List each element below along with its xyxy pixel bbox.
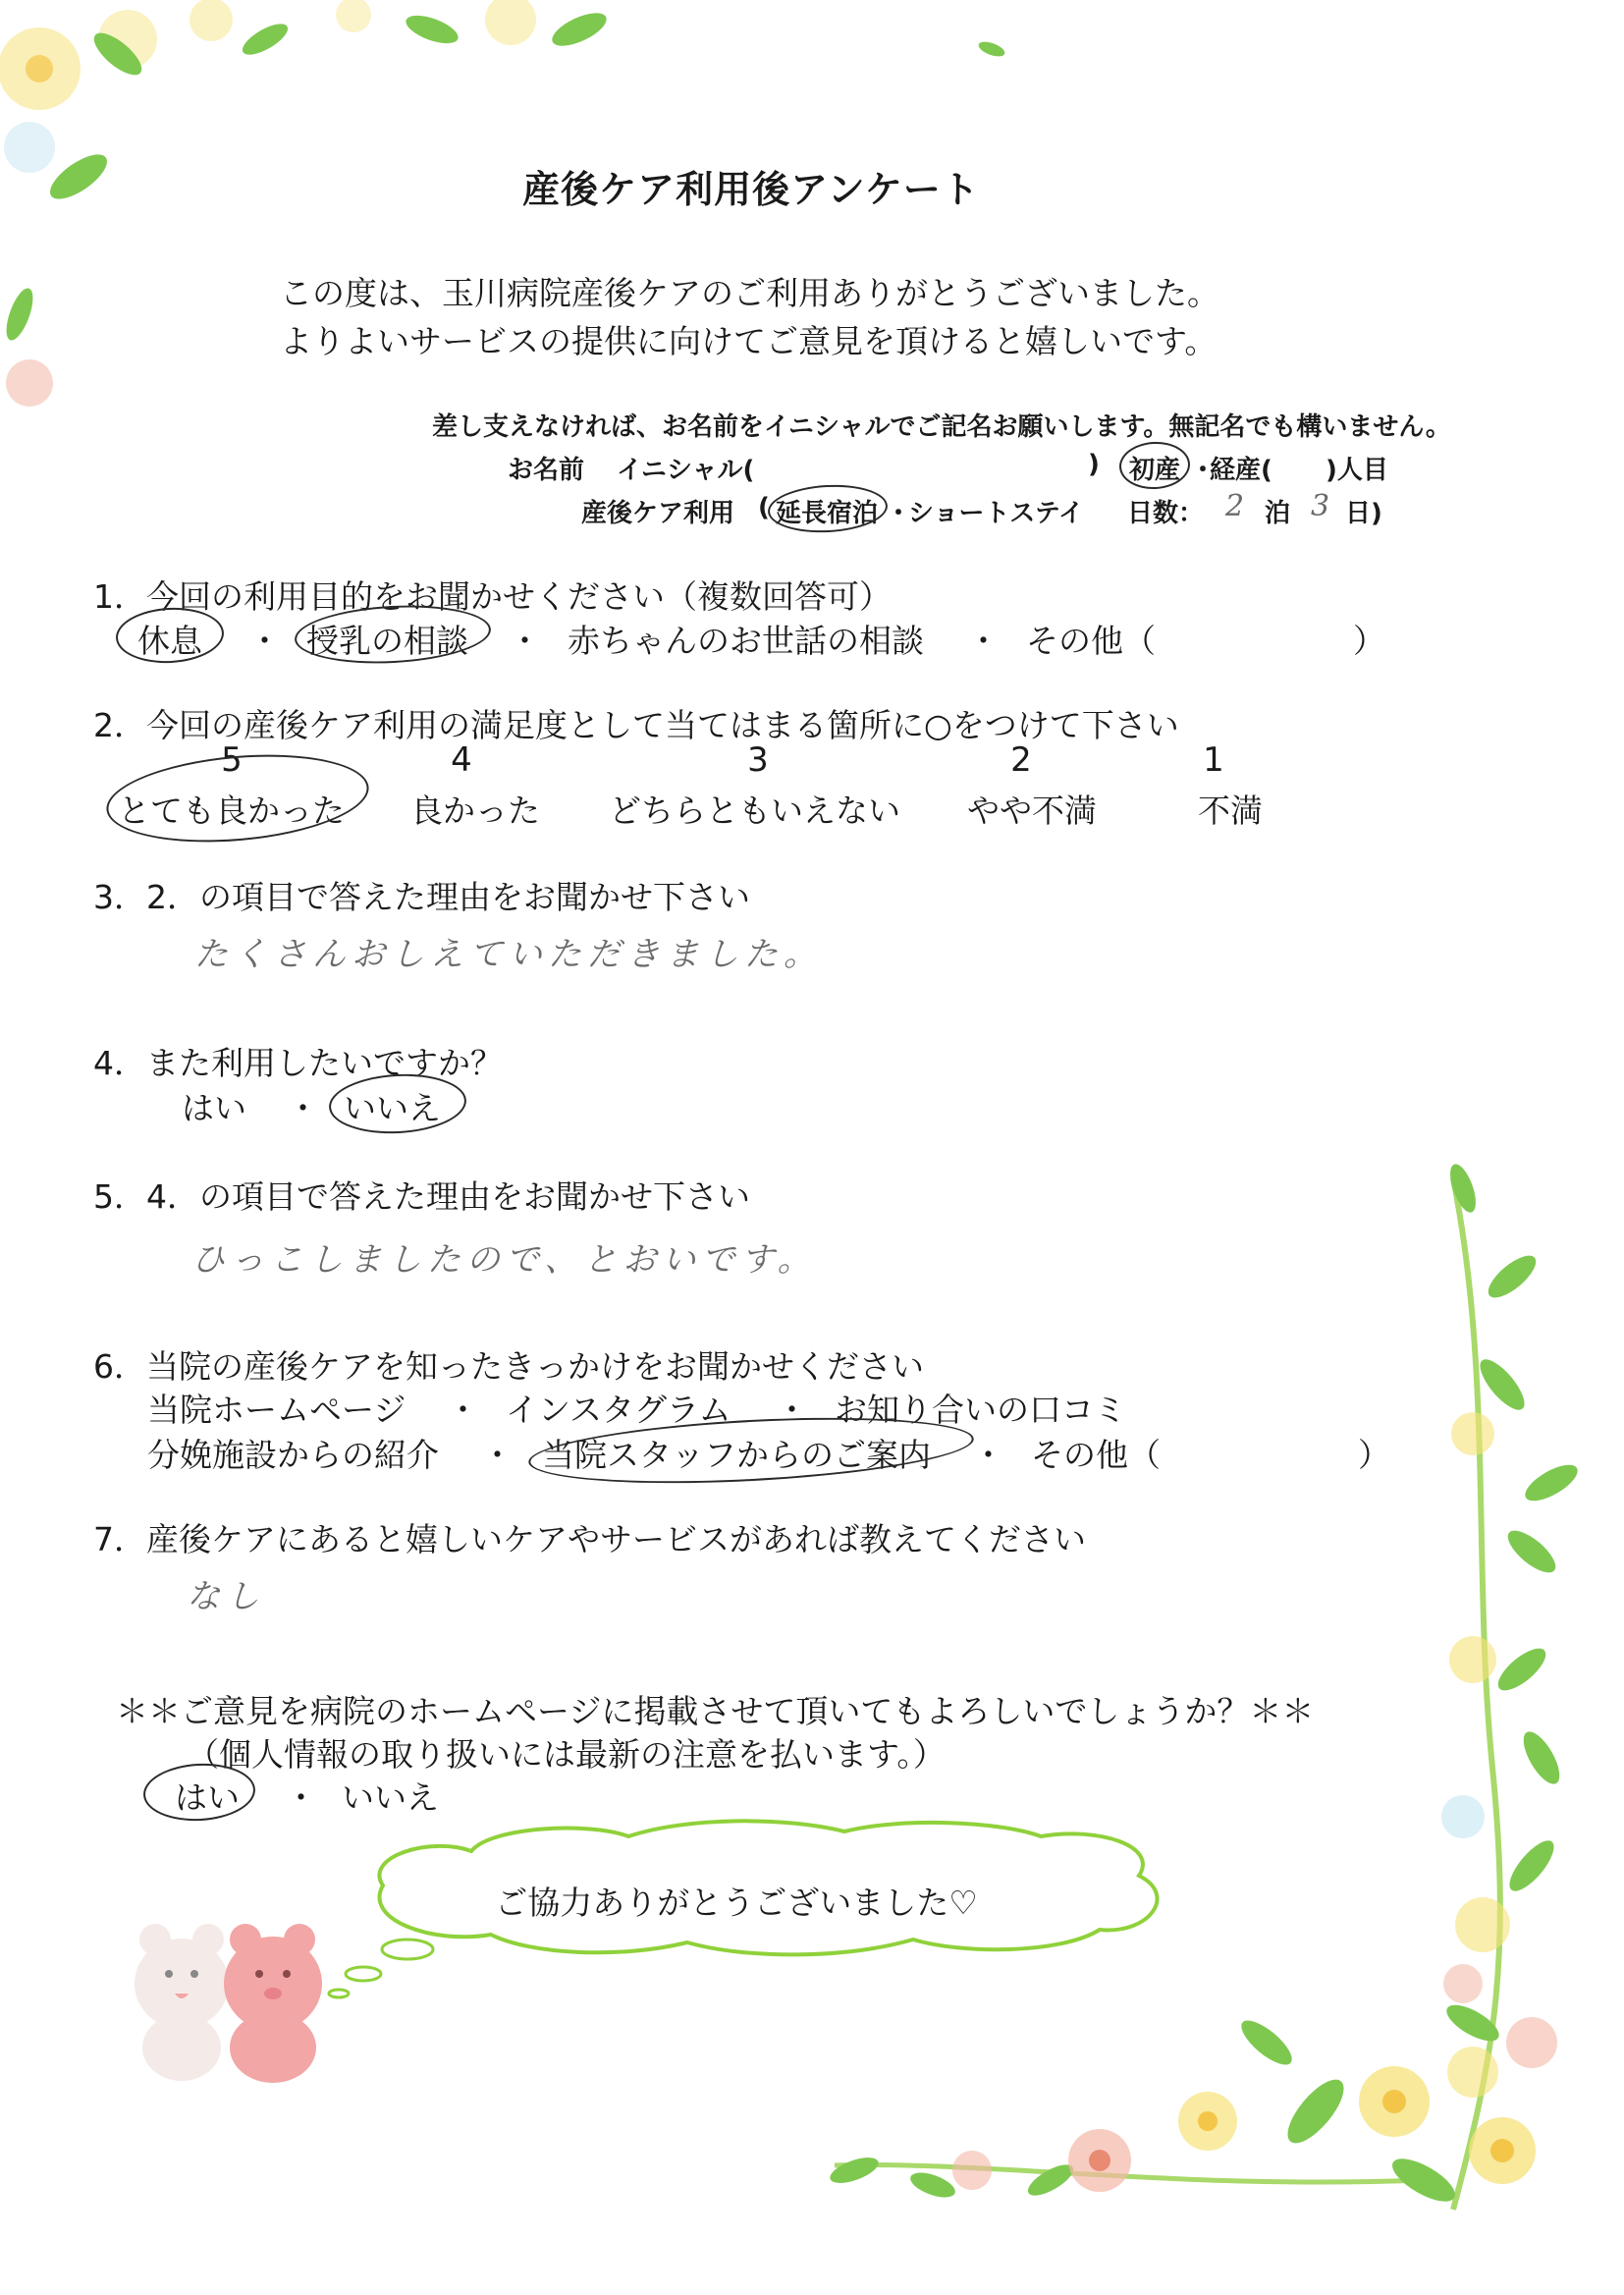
q6-sep-3: ・ xyxy=(481,1436,514,1474)
first-birth-option[interactable]: 初産 xyxy=(1129,456,1181,485)
thanks-message: ご協力ありがとうございました♡ xyxy=(495,1884,978,1922)
q6-question: 6．当院の産後ケアを知ったきっかけをお聞かせください xyxy=(93,1347,924,1386)
intro-line-2: よりよいサービスの提供に向けてご意見を頂けると嬉しいです。 xyxy=(280,322,1218,360)
q2-scale-2-label[interactable]: やや不満 xyxy=(967,792,1097,830)
q6-option-staff-guide[interactable]: 当院スタッフからのご案内 xyxy=(542,1436,931,1474)
name-sep: ・ xyxy=(1190,456,1217,485)
q1-option-baby-care[interactable]: 赤ちゃんのお世話の相談 xyxy=(568,622,924,660)
nth-child-label: )人目 xyxy=(1326,456,1388,485)
q2-scale-5-number: 5 xyxy=(221,740,243,780)
initial-label: イニシャル( xyxy=(617,456,755,485)
intro-line-1: この度は、玉川病院産後ケアのご利用ありがとうございました。 xyxy=(280,274,1219,312)
bottom-right-flower-cluster xyxy=(827,2013,1557,2210)
q4-option-yes[interactable]: はい xyxy=(182,1089,246,1127)
initial-close: ) xyxy=(1088,450,1100,479)
days-value: 3 xyxy=(1311,489,1336,523)
q2-scale-3-number: 3 xyxy=(747,740,769,780)
q6-option-word-of-mouth[interactable]: お知り合いの口コミ xyxy=(835,1391,1126,1429)
multi-birth-option[interactable]: 経産( xyxy=(1210,456,1272,485)
q2-scale-1-number: 1 xyxy=(1203,740,1224,780)
q2-scale-5-label[interactable]: とても良かった xyxy=(118,792,345,830)
extended-stay-option[interactable]: 延長宿泊 xyxy=(776,499,879,528)
q5-handwritten-answer: ひっこしましたので、とおいです。 xyxy=(191,1240,817,1280)
days-label: 日数： xyxy=(1127,499,1205,528)
initials-note: 差し支えなければ、お名前をイニシャルでご記名お願いします。無記名でも構いません。 xyxy=(432,412,1451,442)
q7-question: 7．産後ケアにあると嬉しいケアやサービスがあれば教えてください xyxy=(93,1520,1086,1558)
q6-option-other[interactable]: その他（ xyxy=(1031,1436,1161,1474)
nights-unit: 泊 xyxy=(1265,499,1291,528)
publish-sep: ・ xyxy=(285,1778,317,1817)
q1-question: 1．今回の利用目的をお聞かせください（複数回答可） xyxy=(93,577,892,616)
name-label: お名前 xyxy=(508,456,585,485)
q2-scale-3-label[interactable]: どちらともいえない xyxy=(609,792,900,830)
days-unit: 日) xyxy=(1345,499,1382,528)
publish-note: （個人情報の取り扱いには最新の注意を払います。） xyxy=(187,1735,946,1774)
q2-scale-2-number: 2 xyxy=(1010,740,1032,780)
q6-sep-2: ・ xyxy=(776,1391,808,1429)
short-stay-option[interactable]: ショートステイ xyxy=(908,499,1084,528)
bear-illustration xyxy=(135,1924,322,2083)
use-paren-open: ( xyxy=(758,493,770,522)
use-label: 産後ケア利用 xyxy=(581,499,735,528)
q6-option-birth-facility[interactable]: 分娩施設からの紹介 xyxy=(147,1436,439,1474)
q2-scale-4-label[interactable]: 良かった xyxy=(410,792,540,830)
q7-handwritten-answer: なし xyxy=(187,1577,265,1616)
q1-sep-1: ・ xyxy=(248,622,281,660)
q2-scale-1-label[interactable]: 不満 xyxy=(1198,792,1263,830)
q1-option-other[interactable]: その他（ xyxy=(1026,622,1156,660)
q1-other-close: ） xyxy=(1353,622,1385,660)
q3-handwritten-answer: たくさんおしえていただきました。 xyxy=(194,935,823,974)
q4-sep: ・ xyxy=(287,1089,319,1127)
q2-scale-4-number: 4 xyxy=(451,740,472,780)
q5-question: 5．4．の項目で答えた理由をお聞かせ下さい xyxy=(93,1177,750,1216)
q2-question: 2．今回の産後ケア利用の満足度として当てはまる箇所に○をつけて下さい xyxy=(93,706,1179,744)
q6-sep-4: ・ xyxy=(972,1436,1004,1474)
publish-question: ＊＊ご意見を病院のホームページに掲載させて頂いてもよろしいでしょうか？＊＊ xyxy=(116,1692,1315,1730)
q6-option-instagram[interactable]: インスタグラム xyxy=(506,1391,731,1429)
use-sep: ・ xyxy=(886,499,912,528)
q6-option-website[interactable]: 当院ホームページ xyxy=(147,1391,406,1429)
q1-option-breastfeeding[interactable]: 授乳の相談 xyxy=(306,622,468,660)
q1-sep-2: ・ xyxy=(509,622,541,660)
q1-sep-3: ・ xyxy=(967,622,1000,660)
nights-value: 2 xyxy=(1225,489,1251,523)
q4-question: 4．また利用したいですか？ xyxy=(93,1044,503,1082)
publish-option-no[interactable]: いいえ xyxy=(342,1778,439,1817)
q3-question: 3．2．の項目で答えた理由をお聞かせ下さい xyxy=(93,878,750,916)
q6-sep-1: ・ xyxy=(447,1391,479,1429)
publish-option-yes[interactable]: はい xyxy=(175,1778,240,1817)
page-title: 産後ケア利用後アンケート xyxy=(522,168,980,211)
q1-option-rest[interactable]: 休息 xyxy=(137,622,202,660)
q6-other-close: ） xyxy=(1358,1436,1390,1474)
q4-option-no[interactable]: いいえ xyxy=(344,1089,441,1127)
